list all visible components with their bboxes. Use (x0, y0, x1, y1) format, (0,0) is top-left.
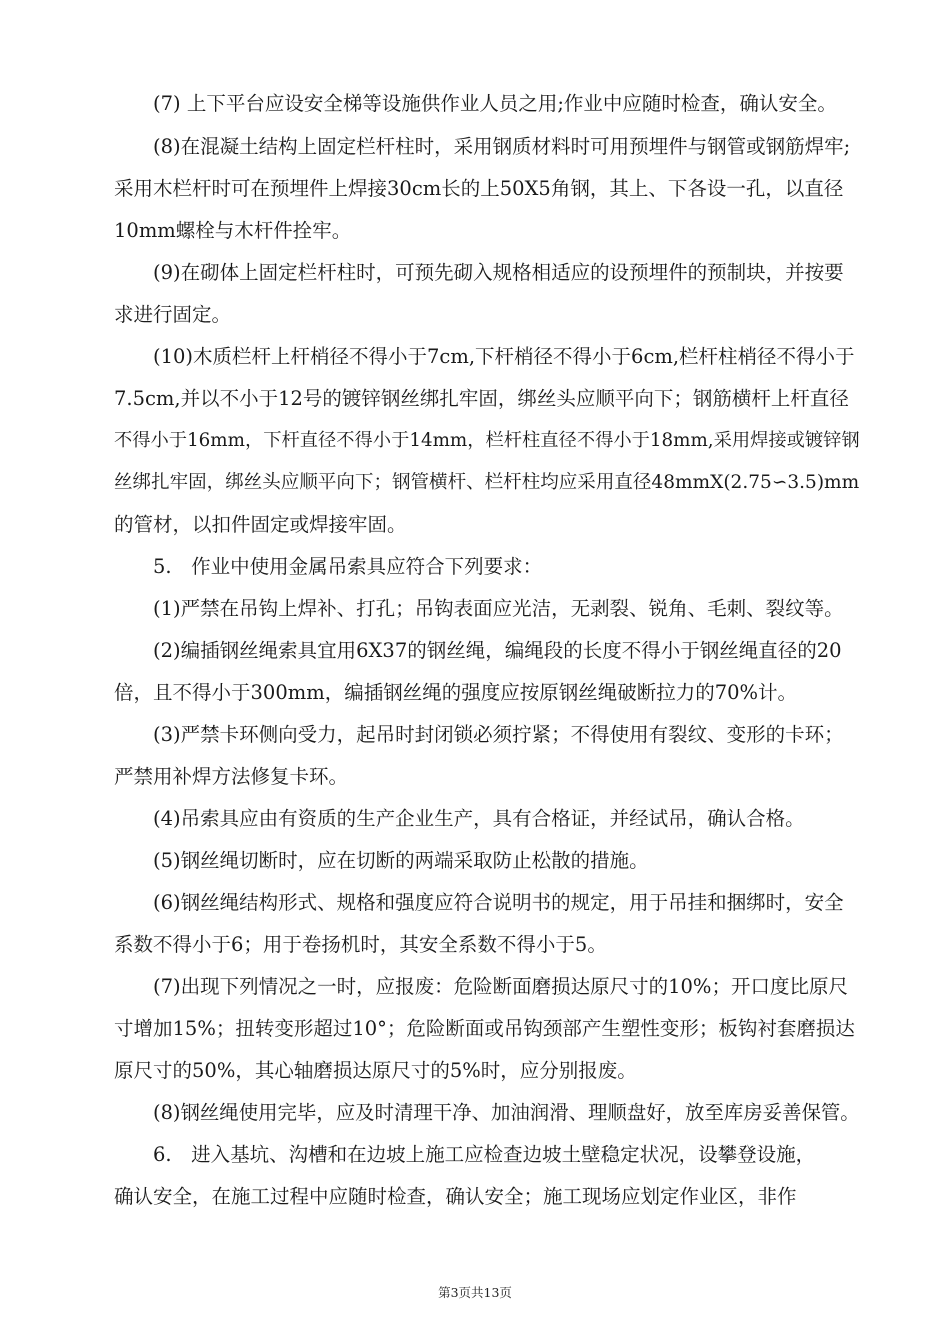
text-line: 寸增加15%；扭转变形超过10°；危险断面或吊钩颈部产生塑性变形；板钩衬套磨损达 (114, 1017, 855, 1040)
page-number-footer: 第3页共13页 (438, 1285, 512, 1300)
text-line: (5)钢丝绳切断时，应在切断的两端采取防止松散的措施。 (153, 849, 649, 872)
text-line: 确认安全，在施工过程中应随时检查，确认安全；施工现场应划定作业区，非作 (114, 1185, 797, 1208)
text-line: (10)木质栏杆上杆梢径不得小于7cm,下杆梢径不得小于6cm,栏杆柱梢径不得小于 (153, 345, 855, 368)
text-line: (8)钢丝绳使用完毕，应及时清理干净、加油润滑、理顺盘好，放至库房妥善保管。 (153, 1101, 860, 1124)
text-line: (7)出现下列情况之一时，应报废：危险断面磨损达原尺寸的10%；开口度比原尺 (153, 975, 848, 998)
text-line: (6)钢丝绳结构形式、规格和强度应符合说明书的规定，用于吊挂和捆绑时，安全 (153, 891, 844, 914)
text-line: 严禁用补焊方法修复卡环。 (114, 765, 349, 788)
text-line: 求进行固定。 (114, 303, 232, 326)
section-heading: 6. 进入基坑、沟槽和在边坡上施工应检查边坡土壁稳定状况，设攀登设施， (153, 1143, 816, 1166)
text-line: (1)严禁在吊钩上焊补、打孔；吊钩表面应光洁，无剥裂、锐角、毛刺、裂纹等。 (153, 597, 844, 620)
text-line: (8)在混凝土结构上固定栏杆柱时，采用钢质材料时可用预埋件与钢管或钢筋焊牢; (153, 135, 851, 158)
text-line: (7) 上下平台应设安全梯等设施供作业人员之用;作业中应随时检查，确认安全。 (153, 92, 837, 115)
text-line: 倍，且不得小于300mm，编插钢丝绳的强度应按原钢丝绳破断拉力的70%计。 (114, 681, 798, 704)
text-line: 10mm螺栓与木杆件拴牢。 (114, 219, 352, 242)
section-heading: 5. 作业中使用金属吊索具应符合下列要求： (153, 555, 543, 578)
text-line: (9)在砌体上固定栏杆柱时，可预先砌入规格相适应的设预埋件的预制块，并按要 (153, 261, 844, 284)
text-line: 原尺寸的50%，其心轴磨损达原尺寸的5%时，应分别报废。 (114, 1059, 637, 1082)
text-line: (3)严禁卡环侧向受力，起吊时封闭锁必须拧紧；不得使用有裂纹、变形的卡环； (153, 723, 844, 746)
text-line: 的管材，以扣件固定或焊接牢固。 (114, 513, 407, 536)
text-line: 采用木栏杆时可在预埋件上焊接30cm长的上50X5角钢，其上、下各设一孔，以直径 (114, 177, 844, 200)
text-line: (4)吊索具应由有资质的生产企业生产，具有合格证，并经试吊，确认合格。 (153, 807, 805, 830)
text-line: 系数不得小于6；用于卷扬机时，其安全系数不得小于5。 (114, 933, 607, 956)
text-line: (2)编插钢丝绳索具宜用6X37的钢丝绳，编绳段的长度不得小于钢丝绳直径的20 (153, 639, 842, 662)
text-line: 丝绑扎牢固，绑丝头应顺平向下；钢管横杆、栏杆柱均应采用直径48mmX(2.75∽3.5)mm (114, 472, 860, 493)
text-line: 7.5cm,并以不小于12号的镀锌钢丝绑扎牢固，绑丝头应顺平向下；钢筋横杆上杆直径 (114, 387, 849, 410)
text-line: 不得小于16mm，下杆直径不得小于14mm，栏杆柱直径不得小于18mm,采用焊接或镀锌钢 (114, 430, 860, 451)
